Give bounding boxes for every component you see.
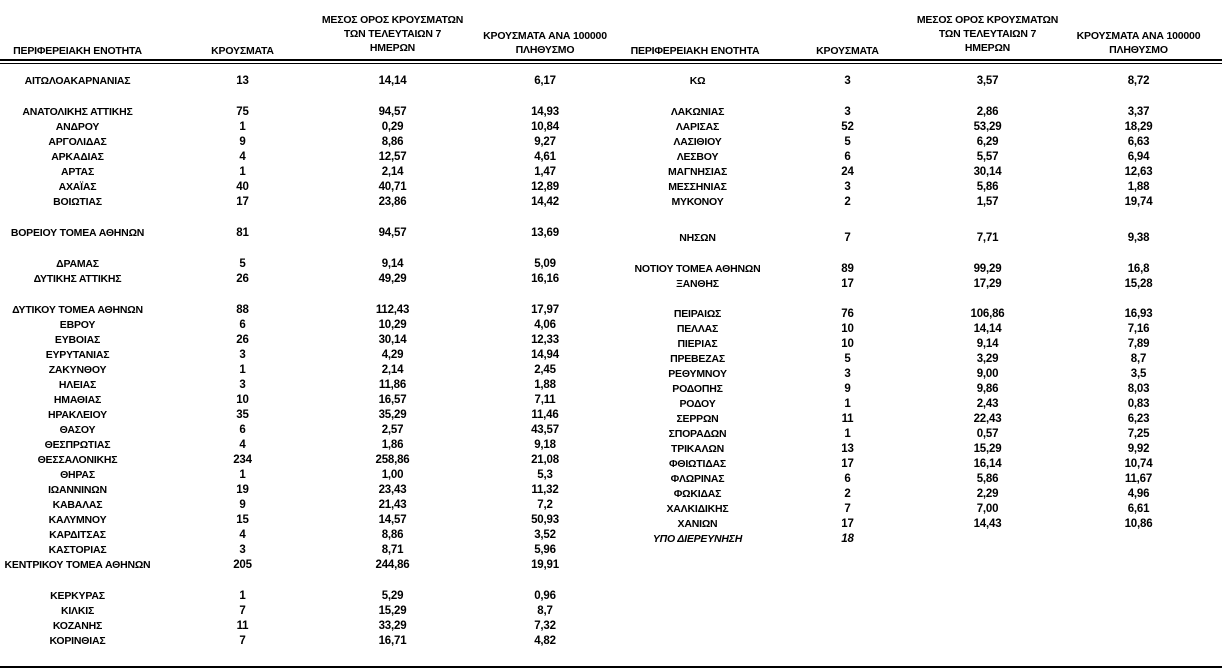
avg7-cell: 2,57 bbox=[381, 424, 404, 436]
table-row bbox=[0, 442, 1222, 457]
per100k-cell: 3,37 bbox=[1127, 106, 1150, 118]
avg7-cell: 99,29 bbox=[973, 263, 1002, 275]
cases-cell: 9 bbox=[239, 136, 246, 148]
table-row bbox=[0, 74, 1222, 89]
cases-cell: 234 bbox=[233, 454, 252, 466]
per100k-cell: 10,74 bbox=[1124, 458, 1153, 470]
per100k-cell: 50,93 bbox=[531, 514, 559, 526]
avg7-cell: 5,86 bbox=[976, 181, 999, 193]
avg7-cell: 3,29 bbox=[976, 353, 999, 365]
avg7-cell: 23,86 bbox=[378, 196, 407, 208]
cases-cell: 3 bbox=[844, 106, 851, 118]
region-cell: ΥΠΟ ΔΙΕΡΕΥΝΗΣΗ bbox=[652, 533, 743, 545]
region-cell: ΚΑΣΤΟΡΙΑΣ bbox=[48, 544, 107, 556]
cases-cell: 3 bbox=[239, 544, 246, 556]
per100k-cell: 7,89 bbox=[1127, 338, 1150, 350]
bottom-rule bbox=[0, 666, 1222, 668]
table-row bbox=[0, 472, 1222, 487]
per100k-cell: 11,46 bbox=[531, 409, 559, 421]
cases-cell: 5 bbox=[844, 353, 851, 365]
per100k-cell: 2,45 bbox=[534, 364, 556, 376]
region-cell: ΗΛΕΙΑΣ bbox=[58, 379, 97, 391]
cases-cell: 3 bbox=[844, 368, 851, 380]
per100k-cell: 17,97 bbox=[531, 304, 559, 316]
header-per100k-line2: ΠΛΗΘΥΣΜΟ bbox=[515, 44, 575, 56]
region-cell: ΑΙΤΩΛΟΑΚΑΡΝΑΝΙΑΣ bbox=[24, 75, 131, 87]
per100k-cell: 19,91 bbox=[531, 559, 559, 571]
avg7-cell: 7,00 bbox=[976, 503, 999, 515]
per100k-cell: 14,93 bbox=[531, 106, 559, 118]
cases-cell: 6 bbox=[844, 151, 851, 163]
region-cell: ΡΟΔΟΥ bbox=[679, 398, 716, 410]
cases-cell: 4 bbox=[239, 439, 246, 451]
avg7-cell: 40,71 bbox=[378, 181, 407, 193]
header-cases-left: ΚΡΟΥΣΜΑΤΑ bbox=[211, 45, 274, 57]
cases-cell: 17 bbox=[841, 278, 854, 290]
cases-cell: 3 bbox=[239, 349, 246, 361]
per100k-cell: 0,96 bbox=[534, 590, 556, 602]
table-row bbox=[0, 487, 1222, 502]
region-cell: ΚΕΝΤΡΙΚΟΥ ΤΟΜΕΑ ΑΘΗΝΩΝ bbox=[4, 559, 151, 571]
region-cell: ΑΡΓΟΛΙΔΑΣ bbox=[48, 136, 107, 148]
avg7-cell: 53,29 bbox=[973, 121, 1002, 133]
region-cell: ΚΑΡΔΙΤΣΑΣ bbox=[49, 529, 106, 541]
avg7-cell: 1,86 bbox=[381, 439, 404, 451]
per100k-cell: 12,33 bbox=[531, 334, 559, 346]
per100k-cell: 4,82 bbox=[534, 635, 556, 647]
per100k-cell: 5,96 bbox=[534, 544, 556, 556]
per100k-cell: 12,89 bbox=[531, 181, 559, 193]
region-cell: ΛΑΚΩΝΙΑΣ bbox=[670, 106, 725, 118]
avg7-cell: 15,29 bbox=[378, 605, 407, 617]
region-cell: ΗΜΑΘΙΑΣ bbox=[53, 394, 102, 406]
cases-cell: 5 bbox=[239, 258, 246, 270]
avg7-cell: 16,71 bbox=[378, 635, 407, 647]
header-avg7-line1: ΜΕΣΟΣ ΟΡΟΣ ΚΡΟΥΣΜΑΤΩΝ bbox=[916, 14, 1059, 26]
cases-cell: 52 bbox=[841, 121, 854, 133]
table-row bbox=[0, 397, 1222, 412]
cases-cell: 81 bbox=[236, 227, 249, 239]
avg7-cell: 2,29 bbox=[976, 488, 999, 500]
table-row bbox=[0, 457, 1222, 472]
cases-cell: 13 bbox=[236, 75, 249, 87]
cases-cell: 9 bbox=[239, 499, 246, 511]
header-region-left: ΠΕΡΙΦΕΡΕΙΑΚΗ ΕΝΟΤΗΤΑ bbox=[13, 45, 142, 57]
region-cell: ΙΩΑΝΝΙΝΩΝ bbox=[48, 484, 107, 496]
region-cell: ΔΥΤΙΚΟΥ ΤΟΜΕΑ ΑΘΗΝΩΝ bbox=[12, 304, 143, 316]
table-row bbox=[0, 589, 1222, 604]
per100k-cell: 9,38 bbox=[1127, 232, 1150, 244]
table-row bbox=[0, 322, 1222, 337]
table-row bbox=[0, 120, 1222, 135]
region-cell: ΚΟΡΙΝΘΙΑΣ bbox=[49, 635, 106, 647]
header-per100k-line1: ΚΡΟΥΣΜΑΤΑ ΑΝΑ 100000 bbox=[483, 30, 607, 42]
avg7-cell: 16,14 bbox=[973, 458, 1002, 470]
cases-cell: 1 bbox=[239, 364, 246, 376]
table-row bbox=[0, 277, 1222, 292]
avg7-cell: 23,43 bbox=[378, 484, 407, 496]
region-cell: ΦΩΚΙΔΑΣ bbox=[673, 488, 722, 500]
avg7-cell: 5,29 bbox=[381, 590, 404, 602]
table-row bbox=[0, 262, 1222, 277]
avg7-cell: 15,29 bbox=[973, 443, 1002, 455]
per100k-cell: 5,09 bbox=[534, 258, 556, 270]
avg7-cell: 30,14 bbox=[378, 334, 407, 346]
table-row bbox=[0, 382, 1222, 397]
cases-cell: 1 bbox=[239, 121, 246, 133]
region-cell: ΣΠΟΡΑΔΩΝ bbox=[668, 428, 727, 440]
per100k-cell: 14,42 bbox=[531, 196, 559, 208]
region-cell: ΜΥΚΟΝΟΥ bbox=[671, 196, 724, 208]
header-avg7-right bbox=[905, 13, 1070, 55]
cases-cell: 6 bbox=[239, 319, 246, 331]
avg7-cell: 8,86 bbox=[381, 529, 404, 541]
per100k-cell: 4,61 bbox=[534, 151, 556, 163]
table-row bbox=[0, 619, 1222, 634]
per100k-cell: 21,08 bbox=[531, 454, 559, 466]
header-rule-bottom bbox=[0, 63, 1222, 64]
per100k-cell: 8,7 bbox=[1130, 353, 1147, 365]
per100k-cell: 7,11 bbox=[534, 394, 556, 406]
avg7-cell: 106,86 bbox=[970, 308, 1005, 320]
cases-cell: 17 bbox=[236, 196, 249, 208]
avg7-cell: 8,86 bbox=[381, 136, 404, 148]
per100k-cell: 9,18 bbox=[534, 439, 556, 451]
region-cell: ΑΡΤΑΣ bbox=[60, 166, 95, 178]
cases-cell: 1 bbox=[844, 398, 851, 410]
cases-cell: 3 bbox=[844, 75, 851, 87]
avg7-cell: 30,14 bbox=[973, 166, 1002, 178]
table-row bbox=[0, 165, 1222, 180]
avg7-cell: 35,29 bbox=[378, 409, 407, 421]
per100k-cell: 9,92 bbox=[1127, 443, 1150, 455]
cases-cell: 18 bbox=[841, 533, 854, 545]
region-cell: ΑΝΔΡΟΥ bbox=[55, 121, 100, 133]
cases-cell: 1 bbox=[239, 590, 246, 602]
table-row bbox=[0, 604, 1222, 619]
avg7-cell: 17,29 bbox=[973, 278, 1002, 290]
table-row bbox=[0, 307, 1222, 322]
header-per100k-line1: ΚΡΟΥΣΜΑΤΑ ΑΝΑ 100000 bbox=[1076, 30, 1201, 42]
region-cell: ΚΙΛΚΙΣ bbox=[60, 605, 95, 617]
cases-cell: 10 bbox=[841, 323, 854, 335]
cases-cell: 205 bbox=[233, 559, 252, 571]
header-per100k-right bbox=[1055, 29, 1222, 57]
cases-cell: 88 bbox=[236, 304, 249, 316]
region-cell: ΡΕΘΥΜΝΟΥ bbox=[668, 368, 727, 380]
avg7-cell: 2,14 bbox=[381, 364, 404, 376]
per100k-cell: 10,84 bbox=[531, 121, 559, 133]
region-cell: ΘΕΣΠΡΩΤΙΑΣ bbox=[44, 439, 111, 451]
avg7-cell: 9,14 bbox=[976, 338, 999, 350]
cases-cell: 7 bbox=[239, 635, 246, 647]
region-cell: ΡΟΔΟΠΗΣ bbox=[672, 383, 723, 395]
cases-cell: 11 bbox=[236, 620, 249, 632]
per100k-cell: 3,52 bbox=[534, 529, 556, 541]
region-cell: ΛΑΡΙΣΑΣ bbox=[675, 121, 720, 133]
cases-cell: 26 bbox=[236, 273, 249, 285]
cases-cell: 24 bbox=[841, 166, 854, 178]
table-row bbox=[0, 135, 1222, 150]
table-row bbox=[0, 517, 1222, 532]
avg7-cell: 7,71 bbox=[976, 232, 999, 244]
region-cell: ΚΑΒΑΛΑΣ bbox=[52, 499, 103, 511]
region-cell: ΦΛΩΡΙΝΑΣ bbox=[670, 473, 725, 485]
region-cell: ΠΕΙΡΑΙΩΣ bbox=[673, 308, 722, 320]
per100k-cell: 7,16 bbox=[1127, 323, 1150, 335]
cases-cell: 1 bbox=[239, 166, 246, 178]
cases-cell: 35 bbox=[236, 409, 249, 421]
region-cell: ΛΕΣΒΟΥ bbox=[676, 151, 719, 163]
region-cell: ΑΧΑΪΑΣ bbox=[58, 181, 97, 193]
cases-cell: 6 bbox=[844, 473, 851, 485]
cases-cell: 9 bbox=[844, 383, 851, 395]
header-avg7-line2: ΤΩΝ ΤΕΛΕΥΤΑΙΩΝ 7 bbox=[343, 28, 442, 40]
cases-cell: 3 bbox=[239, 379, 246, 391]
per100k-cell: 0,83 bbox=[1127, 398, 1150, 410]
per100k-cell: 16,16 bbox=[531, 273, 559, 285]
table-row bbox=[0, 532, 1222, 547]
region-cell: ΘΗΡΑΣ bbox=[60, 469, 95, 481]
cases-cell: 6 bbox=[239, 424, 246, 436]
region-cell: ΒΟΡΕΙΟΥ ΤΟΜΕΑ ΑΘΗΝΩΝ bbox=[10, 227, 145, 239]
per100k-cell: 8,03 bbox=[1127, 383, 1150, 395]
region-cell: ΜΕΣΣΗΝΙΑΣ bbox=[668, 181, 727, 193]
avg7-cell: 2,86 bbox=[976, 106, 999, 118]
per100k-cell: 10,86 bbox=[1124, 518, 1153, 530]
table-row bbox=[0, 180, 1222, 195]
per100k-cell: 15,28 bbox=[1124, 278, 1153, 290]
per100k-cell: 3,5 bbox=[1130, 368, 1147, 380]
region-cell: ΠΕΛΛΑΣ bbox=[676, 323, 719, 335]
header-avg7-left bbox=[310, 13, 475, 55]
cases-cell: 7 bbox=[239, 605, 246, 617]
cases-cell: 2 bbox=[844, 196, 851, 208]
header-rule-top bbox=[0, 59, 1222, 61]
avg7-cell: 4,29 bbox=[381, 349, 404, 361]
region-cell: ΑΡΚΑΔΙΑΣ bbox=[51, 151, 104, 163]
per100k-cell: 9,27 bbox=[534, 136, 556, 148]
table-row bbox=[0, 352, 1222, 367]
per100k-cell: 6,17 bbox=[534, 75, 556, 87]
region-cell: ΔΡΑΜΑΣ bbox=[56, 258, 99, 270]
region-cell: ΒΟΙΩΤΙΑΣ bbox=[53, 196, 102, 208]
avg7-cell: 1,57 bbox=[976, 196, 999, 208]
cases-cell: 10 bbox=[236, 394, 249, 406]
region-cell: ΖΑΚΥΝΘΟΥ bbox=[48, 364, 107, 376]
cases-cell: 40 bbox=[236, 181, 249, 193]
per100k-cell: 43,57 bbox=[531, 424, 559, 436]
avg7-cell: 6,29 bbox=[976, 136, 999, 148]
table-row bbox=[0, 231, 1222, 246]
avg7-cell: 33,29 bbox=[378, 620, 407, 632]
avg7-cell: 94,57 bbox=[378, 227, 407, 239]
per100k-cell: 4,96 bbox=[1127, 488, 1150, 500]
region-cell: ΑΝΑΤΟΛΙΚΗΣ ΑΤΤΙΚΗΣ bbox=[22, 106, 133, 118]
table-row bbox=[0, 502, 1222, 517]
region-cell: ΤΡΙΚΑΛΩΝ bbox=[671, 443, 724, 455]
header-region-right: ΠΕΡΙΦΕΡΕΙΑΚΗ ΕΝΟΤΗΤΑ bbox=[630, 45, 760, 57]
per100k-cell: 16,93 bbox=[1124, 308, 1153, 320]
region-cell: ΣΕΡΡΩΝ bbox=[676, 413, 719, 425]
region-cell: ΞΑΝΘΗΣ bbox=[676, 278, 719, 290]
cases-cell: 4 bbox=[239, 151, 246, 163]
cases-cell: 1 bbox=[239, 469, 246, 481]
region-cell: ΝΟΤΙΟΥ ΤΟΜΕΑ ΑΘΗΝΩΝ bbox=[634, 263, 761, 275]
region-cell: ΛΑΣΙΘΙΟΥ bbox=[673, 136, 722, 148]
avg7-cell: 9,00 bbox=[976, 368, 999, 380]
per100k-cell: 5,3 bbox=[537, 469, 553, 481]
table-row bbox=[0, 367, 1222, 382]
region-cell: ΜΑΓΝΗΣΙΑΣ bbox=[667, 166, 728, 178]
per100k-cell: 7,32 bbox=[534, 620, 556, 632]
per100k-cell: 11,67 bbox=[1124, 473, 1153, 485]
cases-cell: 11 bbox=[841, 413, 854, 425]
avg7-cell: 14,14 bbox=[973, 323, 1002, 335]
cases-cell: 26 bbox=[236, 334, 249, 346]
cases-cell: 3 bbox=[844, 181, 851, 193]
cases-cell: 2 bbox=[844, 488, 851, 500]
region-cell: ΧΑΝΙΩΝ bbox=[677, 518, 718, 530]
region-cell: ΦΘΙΩΤΙΔΑΣ bbox=[668, 458, 727, 470]
per100k-cell: 7,25 bbox=[1127, 428, 1150, 440]
avg7-cell: 10,29 bbox=[378, 319, 407, 331]
per100k-cell: 1,88 bbox=[534, 379, 556, 391]
avg7-cell: 12,57 bbox=[378, 151, 407, 163]
per100k-cell: 11,32 bbox=[531, 484, 559, 496]
avg7-cell: 244,86 bbox=[375, 559, 410, 571]
per100k-cell: 1,47 bbox=[534, 166, 556, 178]
header-cases-right: ΚΡΟΥΣΜΑΤΑ bbox=[816, 45, 879, 57]
per100k-cell: 8,72 bbox=[1127, 75, 1150, 87]
cases-cell: 7 bbox=[844, 503, 851, 515]
avg7-cell: 9,86 bbox=[976, 383, 999, 395]
per100k-cell: 6,61 bbox=[1127, 503, 1150, 515]
per100k-cell: 16,8 bbox=[1127, 263, 1150, 275]
header-per100k-left bbox=[460, 29, 630, 57]
table-row bbox=[0, 634, 1222, 649]
cases-cell: 17 bbox=[841, 518, 854, 530]
region-cell: ΚΑΛΥΜΝΟΥ bbox=[48, 514, 107, 526]
region-cell: ΔΥΤΙΚΗΣ ΑΤΤΙΚΗΣ bbox=[33, 273, 122, 285]
avg7-cell: 0,57 bbox=[976, 428, 999, 440]
cases-cell: 1 bbox=[844, 428, 851, 440]
avg7-cell: 5,57 bbox=[976, 151, 999, 163]
per100k-cell: 4,06 bbox=[534, 319, 556, 331]
cases-cell: 89 bbox=[841, 263, 854, 275]
table-row bbox=[0, 412, 1222, 427]
avg7-cell: 258,86 bbox=[375, 454, 410, 466]
per100k-cell: 6,63 bbox=[1127, 136, 1150, 148]
cases-cell: 19 bbox=[236, 484, 249, 496]
per100k-cell: 1,88 bbox=[1127, 181, 1150, 193]
per100k-cell: 13,69 bbox=[531, 227, 559, 239]
region-cell: ΗΡΑΚΛΕΙΟΥ bbox=[48, 409, 107, 421]
cases-cell: 7 bbox=[844, 232, 851, 244]
cases-cell: 4 bbox=[239, 529, 246, 541]
avg7-cell: 22,43 bbox=[973, 413, 1002, 425]
avg7-cell: 5,86 bbox=[976, 473, 999, 485]
per100k-cell: 8,7 bbox=[537, 605, 553, 617]
cases-cell: 15 bbox=[236, 514, 249, 526]
avg7-cell: 11,86 bbox=[378, 379, 407, 391]
avg7-cell: 112,43 bbox=[375, 304, 410, 316]
per100k-cell: 14,94 bbox=[531, 349, 559, 361]
header-avg7-line3: ΗΜΕΡΩΝ bbox=[964, 42, 1011, 54]
region-cell: ΚΕΡΚΥΡΑΣ bbox=[50, 590, 105, 602]
cases-cell: 13 bbox=[841, 443, 854, 455]
region-cell: ΧΑΛΚΙΔΙΚΗΣ bbox=[666, 503, 729, 515]
per100k-cell: 18,29 bbox=[1124, 121, 1153, 133]
table-row bbox=[0, 337, 1222, 352]
cases-cell: 5 bbox=[844, 136, 851, 148]
region-cell: ΘΑΣΟΥ bbox=[59, 424, 96, 436]
region-cell: ΝΗΣΩΝ bbox=[679, 232, 716, 244]
avg7-cell: 2,14 bbox=[381, 166, 404, 178]
table-row bbox=[0, 558, 1222, 573]
table-row bbox=[0, 427, 1222, 442]
avg7-cell: 0,29 bbox=[381, 121, 404, 133]
per100k-cell: 6,94 bbox=[1127, 151, 1150, 163]
header-avg7-line3: ΗΜΕΡΩΝ bbox=[369, 42, 416, 54]
region-cell: ΕΥΒΟΙΑΣ bbox=[54, 334, 101, 346]
avg7-cell: 14,43 bbox=[973, 518, 1002, 530]
region-cell: ΚΩ bbox=[689, 75, 706, 87]
avg7-cell: 9,14 bbox=[381, 258, 404, 270]
table-row bbox=[0, 105, 1222, 120]
avg7-cell: 94,57 bbox=[378, 106, 407, 118]
avg7-cell: 3,57 bbox=[976, 75, 999, 87]
region-cell: ΕΥΡΥΤΑΝΙΑΣ bbox=[45, 349, 110, 361]
cases-cell: 75 bbox=[236, 106, 249, 118]
region-cell: ΠΡΕΒΕΖΑΣ bbox=[670, 353, 725, 365]
avg7-cell: 2,43 bbox=[976, 398, 999, 410]
avg7-cell: 1,00 bbox=[381, 469, 404, 481]
region-cell: ΠΙΕΡΙΑΣ bbox=[677, 338, 718, 350]
per100k-cell: 6,23 bbox=[1127, 413, 1150, 425]
region-cell: ΕΒΡΟΥ bbox=[59, 319, 96, 331]
header-avg7-line2: ΤΩΝ ΤΕΛΕΥΤΑΙΩΝ 7 bbox=[938, 28, 1037, 40]
header-per100k-line2: ΠΛΗΘΥΣΜΟ bbox=[1109, 44, 1168, 56]
per100k-cell: 7,2 bbox=[537, 499, 553, 511]
avg7-cell: 14,57 bbox=[378, 514, 407, 526]
cases-cell: 76 bbox=[841, 308, 854, 320]
header-avg7-line1: ΜΕΣΟΣ ΟΡΟΣ ΚΡΟΥΣΜΑΤΩΝ bbox=[321, 14, 464, 26]
avg7-cell: 14,14 bbox=[378, 75, 407, 87]
cases-cell: 10 bbox=[841, 338, 854, 350]
avg7-cell: 16,57 bbox=[378, 394, 407, 406]
avg7-cell: 21,43 bbox=[378, 499, 407, 511]
region-cell: ΘΕΣΣΑΛΟΝΙΚΗΣ bbox=[37, 454, 118, 466]
avg7-cell: 49,29 bbox=[378, 273, 407, 285]
table-row bbox=[0, 150, 1222, 165]
cases-cell: 17 bbox=[841, 458, 854, 470]
avg7-cell: 8,71 bbox=[381, 544, 404, 556]
per100k-cell: 12,63 bbox=[1124, 166, 1153, 178]
table-row bbox=[0, 195, 1222, 210]
per100k-cell: 19,74 bbox=[1124, 196, 1153, 208]
region-cell: ΚΟΖΑΝΗΣ bbox=[52, 620, 103, 632]
